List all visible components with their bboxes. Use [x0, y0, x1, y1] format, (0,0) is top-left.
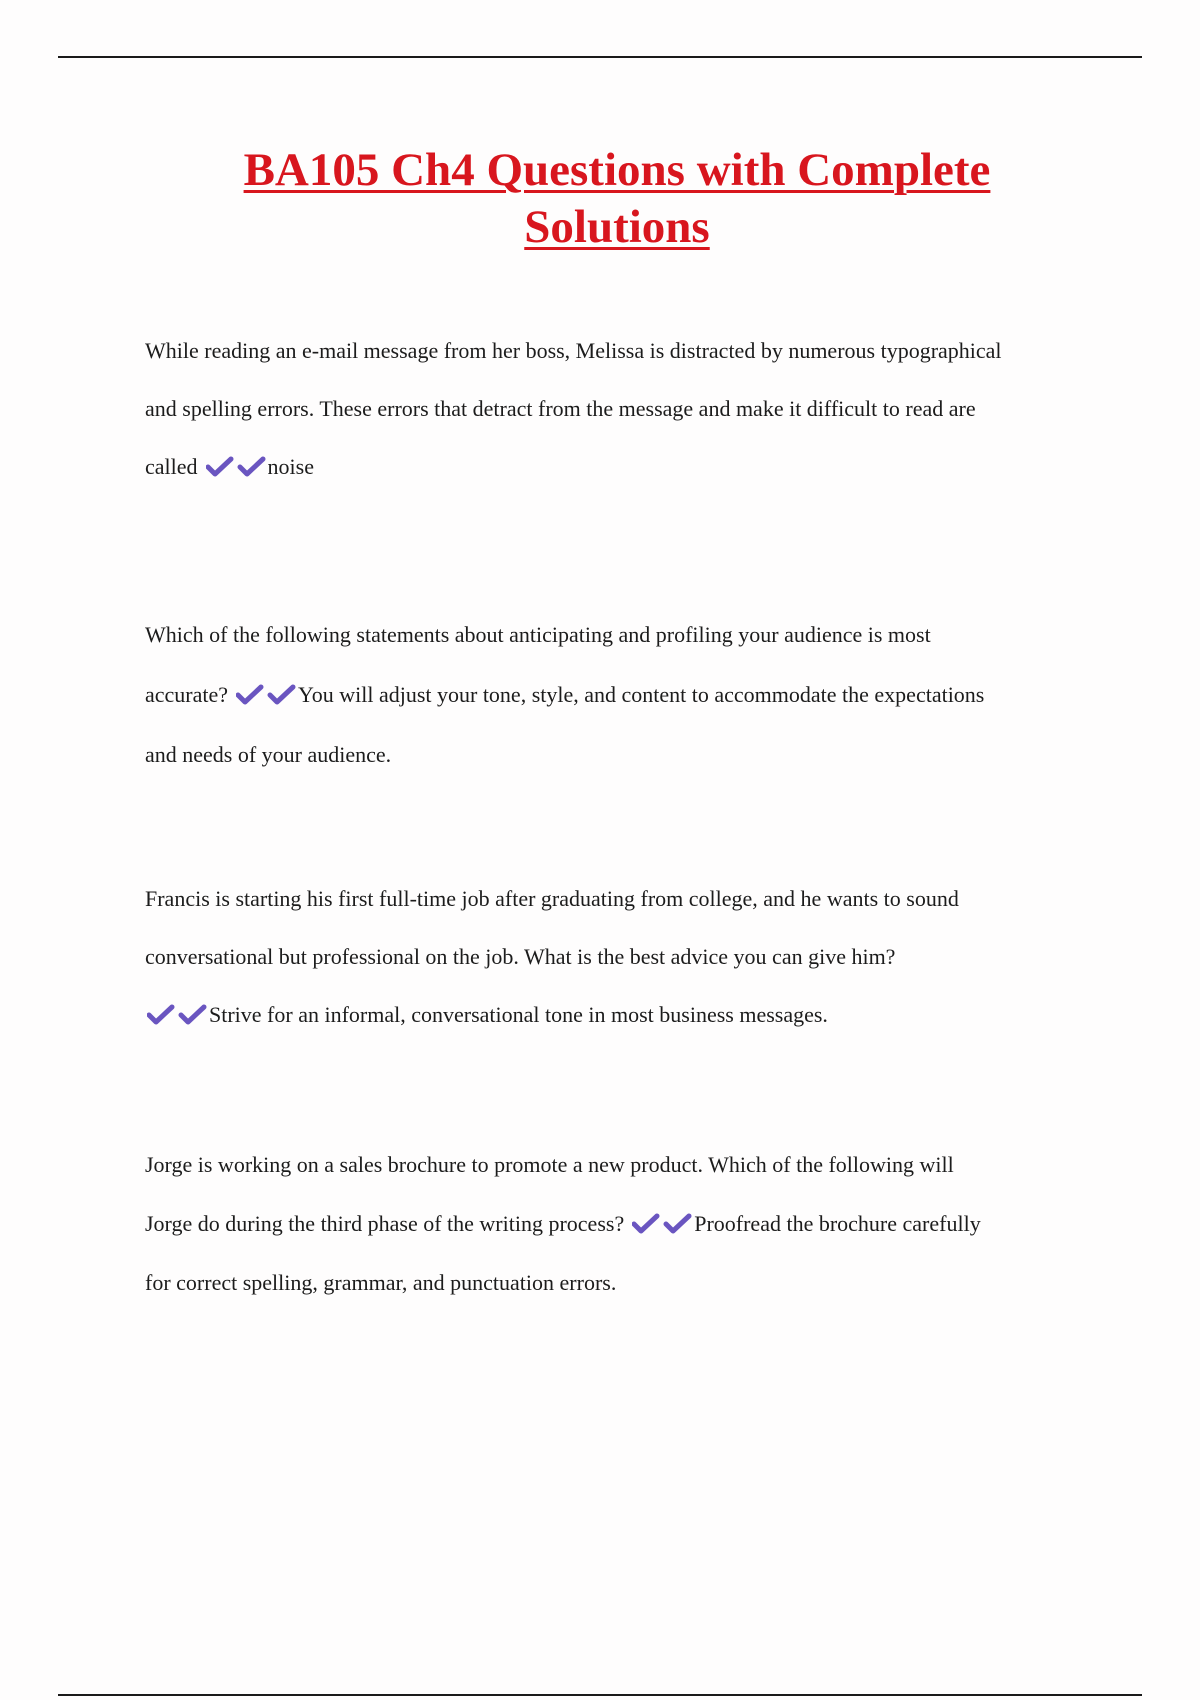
top-divider [58, 56, 1142, 58]
double-check-icon [206, 455, 266, 477]
qa-block-2 [145, 605, 1090, 785]
question-4-line-2-text: Jorge do during the third phase of the writing process? [145, 1211, 625, 1236]
question-4-line-2 [145, 1194, 1090, 1253]
question-1-line-2: and spelling errors. These errors that detract from the message and make it difficult to read are [145, 396, 976, 421]
answer-4-part-1: Proofread the brochure carefully [694, 1211, 981, 1236]
title-line-1: BA105 Ch4 Questions with Complete [243, 144, 991, 196]
question-1-line-1: While reading an e-mail message from her boss, Melissa is distracted by numerous typographical [145, 338, 1002, 363]
answer-1: noise [267, 454, 314, 479]
question-1-line-3 [145, 438, 1090, 496]
question-3-line-2: conversational but professional on the job. What is the best advice you can give him? [145, 944, 896, 969]
double-check-icon [147, 1003, 207, 1025]
answer-2-part-2: and needs of your audience. [145, 742, 392, 767]
answer-3-line [145, 986, 1090, 1044]
answer-3: Strive for an informal, conversational tone in most business messages. [209, 1002, 828, 1027]
answer-2-part-1: You will adjust your tone, style, and content to accommodate the expectations [298, 682, 985, 707]
document-title [100, 142, 1134, 256]
qa-block-1 [145, 340, 1090, 496]
double-check-icon [236, 683, 296, 705]
question-1-line-3-text: called [145, 454, 198, 479]
question-2-line-2 [145, 665, 1090, 725]
bottom-divider [58, 1694, 1142, 1696]
question-2-line-2-text: accurate? [145, 682, 229, 707]
qa-block-4 [145, 1135, 1090, 1312]
qa-block-3 [145, 870, 1090, 1044]
question-4-line-1: Jorge is working on a sales brochure to promote a new product. Which of the following will [145, 1152, 954, 1177]
double-check-icon [632, 1212, 692, 1234]
answer-4-part-2: for correct spelling, grammar, and punctuation errors. [145, 1270, 617, 1295]
title-line-2: Solutions [524, 201, 710, 253]
question-3-line-1: Francis is starting his first full-time job after graduating from college, and he wants to sound [145, 886, 959, 911]
question-2-line-1: Which of the following statements about anticipating and profiling your audience is most [145, 622, 931, 647]
